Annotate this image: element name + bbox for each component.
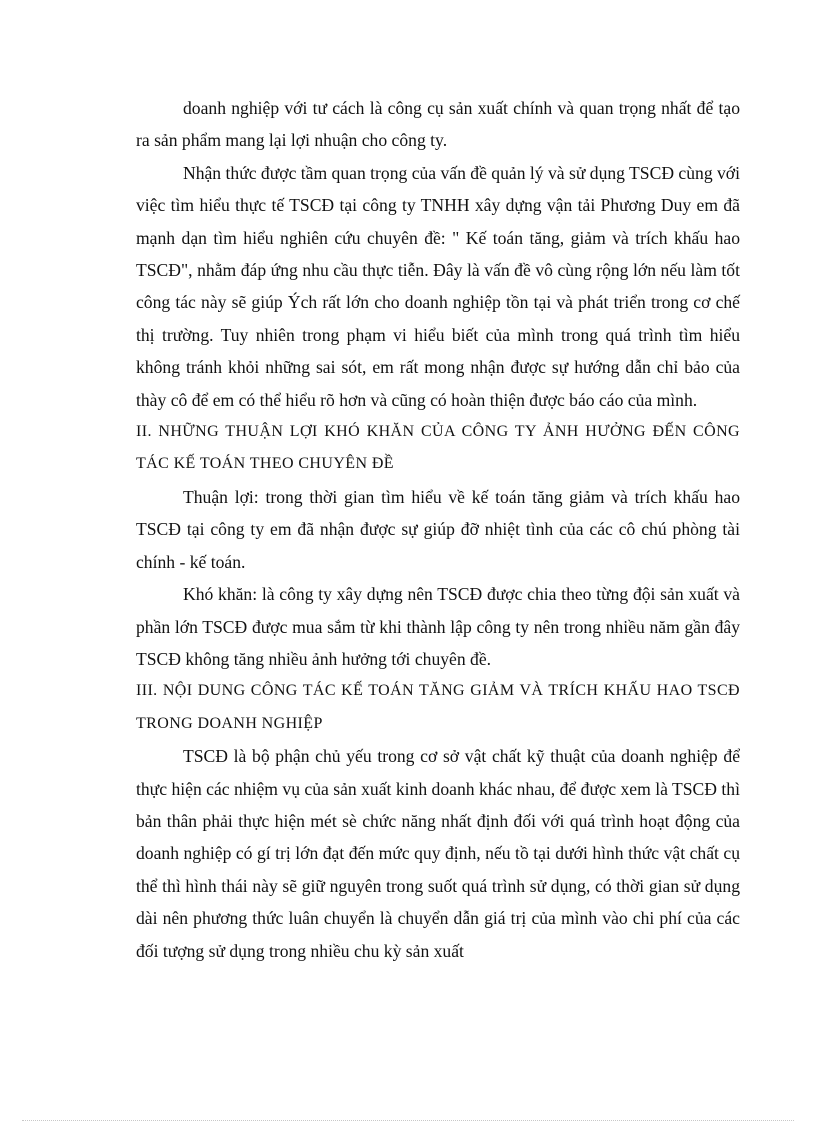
section-heading-ii: II. NHỮNG THUẬN LỢI KHÓ KHĂN CỦA CÔNG TY ẢNH HƯỞNG ĐẾN CÔNG TÁC KẾ TOÁN THEO CHUYÊN ĐỀ bbox=[136, 423, 740, 473]
paragraph-difficulties: Khó khăn: là công ty xây dựng nên TSCĐ được chia theo từng đội sản xuất và phần lớn TSCĐ được mua sắm từ khi thành lập công ty nên trong nhiều năm gần đây TSCĐ không tăng nhiều ảnh hưởng tới chuyên đề. bbox=[136, 584, 740, 669]
paragraph-advantages: Thuận lợi: trong thời gian tìm hiểu về kế toán tăng giảm và trích khấu hao TSCĐ tại công ty em đã nhận được sự giúp đỡ nhiệt tình của các cô chú phòng tài chính - kế toán. bbox=[136, 486, 740, 572]
document-body bbox=[136, 92, 740, 967]
paragraph-awareness: Nhận thức được tầm quan trọng của vấn đề quản lý và sử dụng TSCĐ cùng với việc tìm hiểu thực tế TSCĐ tại công ty TNHH xây dựng vận tải Phương Duy em đã mạnh dạn tìm hiểu nghiên cứu chuyên đề: " Kế toán tăng, giảm và trích khấu hao TSCĐ", nhằm đáp ứng nhu cầu thực tiễn. Đây là vấn đề vô cùng rộng lớn nếu làm tốt công tác này sẽ giúp Ých rất lớn cho doanh nghiệp tồn tại và phát triển trong cơ chế thị trường. Tuy nhiên trong phạm vi hiểu biết của mình trong quá trình tìm hiểu không tránh khỏi những sai sót, em rất mong nhận được sự hướng dẫn chỉ bảo của thày cô để em có thể hiểu rõ hơn và cũng có hoàn thiện được báo cáo của mình. bbox=[136, 162, 741, 410]
page-bottom-dotted-rule bbox=[22, 1120, 794, 1121]
section-heading-iii: III. NỘI DUNG CÔNG TÁC KẾ TOÁN TĂNG GIẢM VÀ TRÍCH KHẤU HAO TSCĐ TRONG DOANH NGHIỆP bbox=[136, 682, 740, 732]
paragraph-fixed-assets: TSCĐ là bộ phận chủ yếu trong cơ sở vật chất kỹ thuật của doanh nghiệp để thực hiện các nhiệm vụ của sản xuất kinh doanh khác nhau, để được xem là TSCĐ thì bản thân phải thực hiện mét sè chức năng nhất định đối với quá trình hoạt động của doanh nghiệp có gí trị lớn đạt đến mức quy định, nếu tồ tại dưới hình thức vật chất cụ thể thì hình thái này sẽ giữ nguyên trong suốt quá trình sử dụng, có thời gian sử dụng dài nên phương thức luân chuyển là chuyển dẫn giá trị của mình vào chi phí của các đối tượng sử dụng trong nhiều chu kỳ sản xuất bbox=[136, 746, 740, 961]
paragraph-intro-continuation: doanh nghiệp với tư cách là công cụ sản xuất chính và quan trọng nhất để tạo ra sản phẩm mang lại lợi nhuận cho công ty. bbox=[136, 98, 740, 151]
